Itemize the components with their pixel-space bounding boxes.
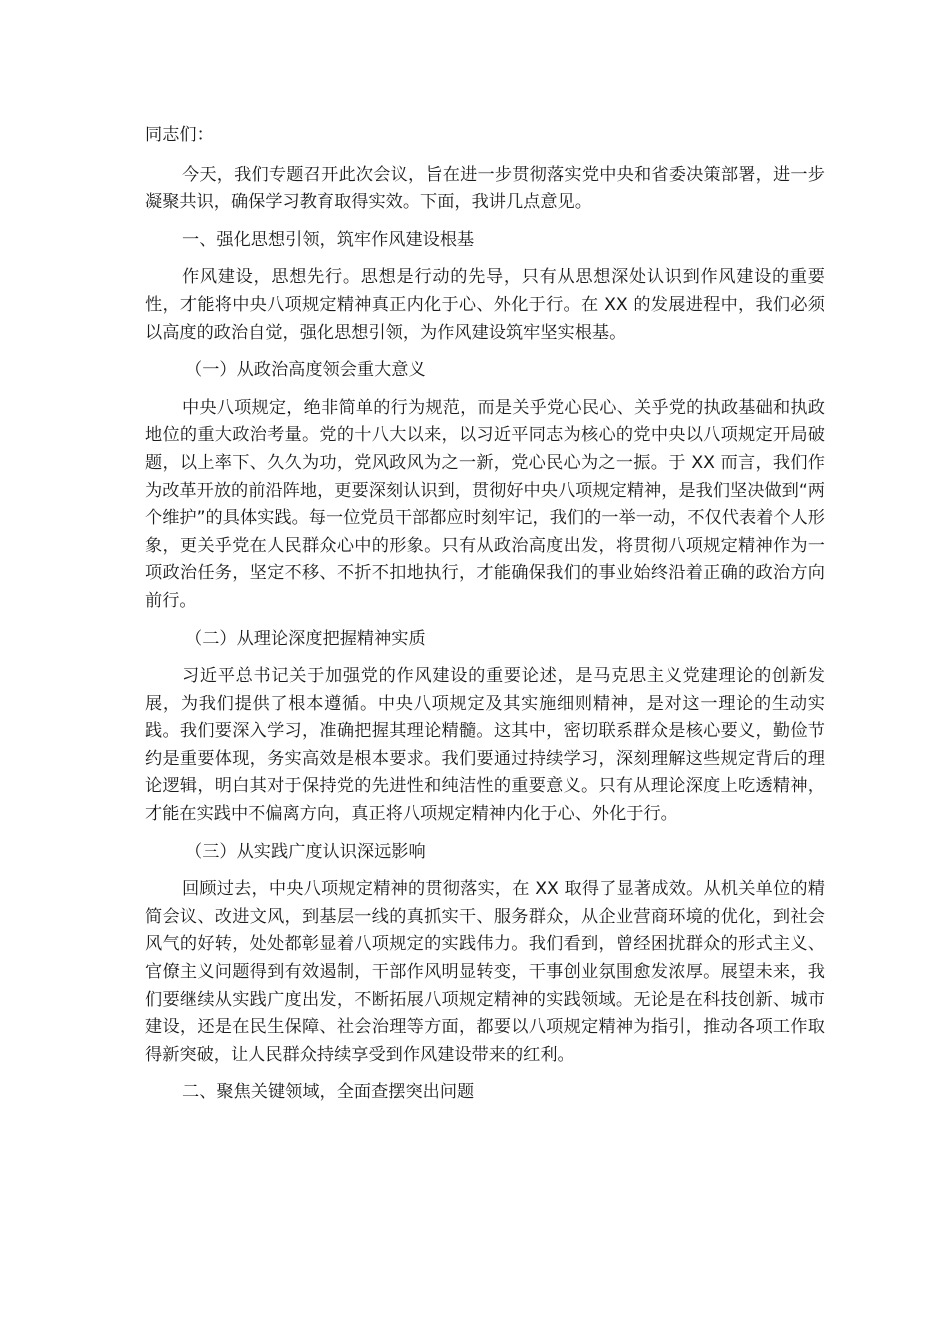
section-1-heading: 一、强化思想引领，筑牢作风建设根基 [182,229,475,250]
subsection-3-heading: （三）从实践广度认识深远影响 [185,841,426,862]
salutation: 同志们： [145,125,214,145]
intro-paragraph: 今天，我们专题召开此次会议，旨在进一步贯彻落实党中央和省委决策部署，进一步凝聚共识，确保学习教育取得实效。下面，我讲几点意见。 [145,164,825,213]
subsection-1-body: 中央八项规定，绝非简单的行为规范，而是关乎党心民心、关乎党的执政基础和执政地位的重大政治考量。党的十八大以来，以习近平同志为核心的党中央以八项规定开局破题，以上率下、久久为功，党风政风为之一新，党心民心为之一振。于 XX 而言，我们作为改革开放的前沿阵地，更要深刻认识到，贯彻好中央八项规定精神，是我们坚决做到“两个维护”的具体实践。每一位党员干部都应时刻牢记，我们的一举一动，不仅代表着个人形象，更关乎党在人民群众心中的形象。只有从政治高度出发，将贯彻八项规定精神作为一项政治任务，坚定不移、不折不扣地执行，才能确保我们的事业始终沿着正确的政治方向前行。 [145,397,825,611]
subsection-2-heading: （二）从理论深度把握精神实质 [185,628,426,649]
section-2-heading: 二、聚焦关键领域，全面查摆突出问题 [182,1082,475,1103]
subsection-1-heading: （一）从政治高度领会重大意义 [185,360,426,381]
subsection-3-body: 回顾过去，中央八项规定精神的贯彻落实，在 XX 取得了显著成效。从机关单位的精简会议、改进文风，到基层一线的真抓实干、服务群众，从企业营商环境的优化，到社会风气的好转，处处都彰显着八项规定的实践伟力。我们看到，曾经困扰群众的形式主义、官僚主义问题得到有效遏制，干部作风明显转变，干事创业氛围愈发浓厚。展望未来，我们要继续从实践广度出发，不断拓展八项规定精神的实践领域。无论是在科技创新、城市建设，还是在民生保障、社会治理等方面，都要以八项规定精神为指引，推动各项工作取得新突破，让人民群众持续享受到作风建设带来的红利。 [145,879,825,1065]
subsection-2-body: 习近平总书记关于加强党的作风建设的重要论述，是马克思主义党建理论的创新发展，为我们提供了根本遵循。中央八项规定及其实施细则精神，是对这一理论的生动实践。我们要深入学习，准确把握其理论精髓。这其中，密切联系群众是核心要义，勤俭节约是重要体现，务实高效是根本要求。我们要通过持续学习，深刻理解这些规定背后的理论逻辑，明白其对于保持党的先进性和纯洁性的重要意义。只有从理论深度上吃透精神，才能在实践中不偏离方向，真正将八项规定精神内化于心、外化于行。 [145,666,825,825]
document-page [145,122,825,1117]
section-1-body: 作风建设，思想先行。思想是行动的先导，只有从思想深处认识到作风建设的重要性，才能将中央八项规定精神真正内化于心、外化于行。在 XX 的发展进程中，我们必须以高度的政治自觉，强化思想引领，为作风建设筑牢坚实根基。 [145,267,825,343]
